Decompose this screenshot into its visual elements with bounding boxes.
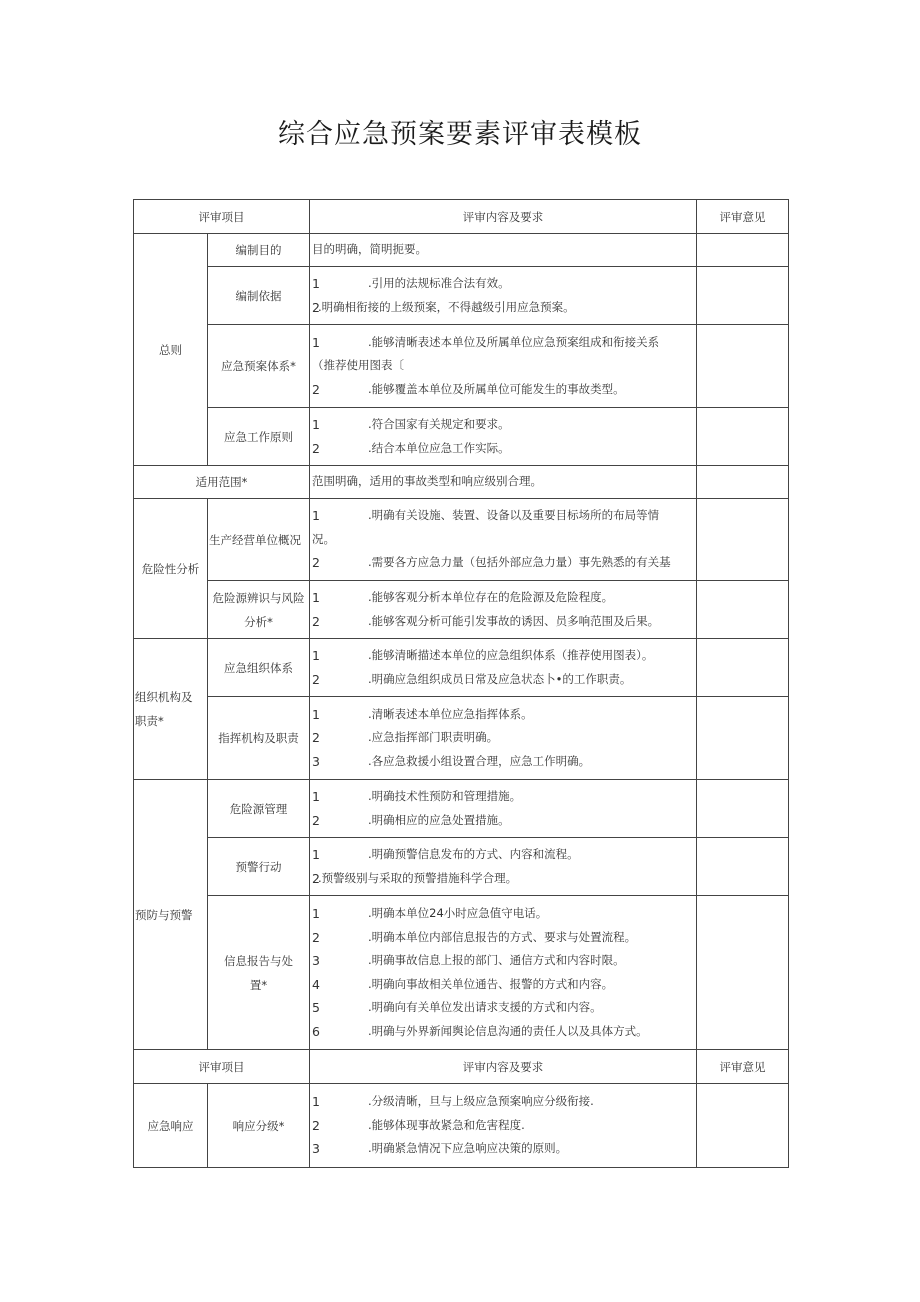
item-text: .能够清晰表述本单位及所属单位应急预案组成和衔接关系 xyxy=(368,334,660,349)
item-number: 2 xyxy=(312,1117,320,1133)
content-cell xyxy=(310,408,697,466)
content-cell xyxy=(310,896,697,1050)
table-row xyxy=(134,697,789,780)
header-item: 评审项目 xyxy=(134,1050,310,1084)
item-number: 2 xyxy=(312,870,320,886)
item-number: 1 xyxy=(312,1094,320,1110)
content-cell xyxy=(310,466,697,499)
item-text: .明确相应的应急处置措施。 xyxy=(368,812,510,827)
category-hazard: 危险性分析 xyxy=(134,499,208,639)
content-cell xyxy=(310,639,697,697)
table-header-row xyxy=(134,200,789,234)
subitem-grading: 响应分级* xyxy=(208,1084,310,1168)
item-text: .能够覆盖本单位及所属单位可能发生的事故类型。 xyxy=(368,381,625,396)
item-number: 5 xyxy=(312,1000,320,1015)
table-row xyxy=(134,466,789,499)
item-number: 1 xyxy=(312,417,320,432)
item-number: 6 xyxy=(312,1023,320,1039)
item-number: 4 xyxy=(312,976,320,992)
opinion-cell[interactable] xyxy=(697,639,789,697)
item-number: 3 xyxy=(312,1141,320,1157)
table-row xyxy=(134,896,789,1050)
table-row xyxy=(134,581,789,639)
review-table xyxy=(133,199,789,1168)
table-row xyxy=(134,267,789,325)
item-number: 2 xyxy=(312,929,320,945)
category-response: 应急响应 xyxy=(134,1084,208,1168)
item-text: .明确向有关单位发出请求支援的方式和内容。 xyxy=(368,1000,602,1014)
subitem-label-line: 信息报告与处 xyxy=(224,953,293,968)
content-cell xyxy=(310,581,697,639)
content-text: 目的明确，简明扼要。 xyxy=(312,242,427,257)
item-number: 1 xyxy=(312,906,320,921)
content-cell xyxy=(310,780,697,838)
item-number: 2 xyxy=(312,613,320,629)
item-text: .明确本单位内部信息报告的方式、要求与处置流程。 xyxy=(368,929,637,944)
item-text: .能够客观分析本单位存在的危险源及危险程度。 xyxy=(368,590,614,604)
opinion-cell[interactable] xyxy=(697,234,789,267)
item-text: .明确与外界新闻舆论信息沟通的责任人以及具体方式。 xyxy=(368,1023,648,1038)
subitem-report xyxy=(208,896,310,1050)
item-text: .明确应急组织成员日常及应急状态卜•的工作职责。 xyxy=(368,671,632,686)
content-cell xyxy=(310,1084,697,1168)
item-text: 况。 xyxy=(312,531,335,546)
subitem-hazard-mgmt: 危险源管理 xyxy=(208,780,310,838)
item-number: 2 xyxy=(312,381,320,397)
item-text: .能够客观分析可能引发事故的诱因、员多响范围及后果。 xyxy=(368,613,660,628)
subitem-command: 指挥机构及职责 xyxy=(208,697,310,780)
category-label-line: 组织机构及 xyxy=(135,690,193,704)
subitem-system: 应急预案体系* xyxy=(208,325,310,408)
subitem-risk xyxy=(208,581,310,639)
item-number: 1 xyxy=(312,789,320,804)
item-text: .能够清晰描述本单位的应急组织体系（推荐使用图表）。 xyxy=(368,648,654,662)
item-text: .明确本单位24小时应急值守电话。 xyxy=(368,906,548,920)
item-text: .应急指挥部门职责明确。 xyxy=(368,730,499,745)
table-row xyxy=(134,234,789,267)
category-org xyxy=(134,639,208,780)
subitem-basis: 编制依据 xyxy=(208,267,310,325)
opinion-cell[interactable] xyxy=(697,499,789,581)
item-text: （推荐使用图表〔 xyxy=(312,358,404,373)
item-text: .结合本单位应急工作实际。 xyxy=(368,440,510,455)
table-row xyxy=(134,499,789,581)
table-row xyxy=(134,1084,789,1168)
item-number: 1 xyxy=(312,648,320,663)
opinion-cell[interactable] xyxy=(697,1084,789,1168)
opinion-cell[interactable] xyxy=(697,780,789,838)
item-text: .明确紧急情况下应急响应决策的原则。 xyxy=(368,1141,568,1156)
item-text: .明确有关设施、装置、设备以及重要目标场所的布局等情 xyxy=(368,508,660,523)
table-row xyxy=(134,639,789,697)
content-cell xyxy=(310,499,697,581)
subitem-principle: 应急工作原则 xyxy=(208,408,310,466)
header-content: 评审内容及要求 xyxy=(310,200,697,234)
header-item: 评审项目 xyxy=(134,200,310,234)
opinion-cell[interactable] xyxy=(697,325,789,408)
table-header-row xyxy=(134,1050,789,1084)
subitem-label-line: 分析* xyxy=(244,614,273,629)
opinion-cell[interactable] xyxy=(697,838,789,896)
item-text: .符合国家有关规定和要求。 xyxy=(368,417,510,431)
subitem-overview: 生产经营单位概况 xyxy=(208,499,310,581)
item-number: 2 xyxy=(312,812,320,828)
item-text: .清晰表述本单位应急指挥体系。 xyxy=(368,706,533,721)
opinion-cell[interactable] xyxy=(697,408,789,466)
content-text: 范围明确，适用的事故类型和响应级别合理。 xyxy=(312,474,542,489)
item-number: 3 xyxy=(312,953,320,968)
table-row xyxy=(134,838,789,896)
table-row xyxy=(134,325,789,408)
category-general: 总则 xyxy=(134,234,208,466)
table-row xyxy=(134,780,789,838)
header-content: 评审内容及要求 xyxy=(310,1050,697,1084)
item-number: 2 xyxy=(312,730,320,746)
category-prevention: 预防与预警 xyxy=(134,780,208,1050)
subitem-org-system: 应急组织体系 xyxy=(208,639,310,697)
item-number: 1 xyxy=(312,276,320,291)
item-number: 1 xyxy=(312,590,320,605)
item-number: 2 xyxy=(312,671,320,687)
item-text: .明确相衔接的上级预案，不得越级引用应急预案。 xyxy=(318,299,575,314)
header-opinion: 评审意见 xyxy=(697,200,789,234)
item-text: .明确向事故相关单位通告、报警的方式和内容。 xyxy=(368,976,614,991)
item-text: .引用的法规标准合法有效。 xyxy=(368,276,510,290)
item-text: .明确预警信息发布的方式、内容和流程。 xyxy=(368,847,579,861)
item-text: .预警级别与采取的预警措施科学合理。 xyxy=(318,870,518,885)
subitem-label-line: 危险源辨识与风险 xyxy=(212,590,305,605)
item-number: 1 xyxy=(312,847,320,862)
content-cell xyxy=(310,234,697,267)
opinion-cell[interactable] xyxy=(697,581,789,639)
item-text: .能够体现事故紧急和危害程度. xyxy=(368,1117,525,1132)
item-number: 3 xyxy=(312,753,320,769)
table-row xyxy=(134,408,789,466)
subitem-warning: 预警行动 xyxy=(208,838,310,896)
opinion-cell[interactable] xyxy=(697,697,789,780)
subitem-label-line: 置* xyxy=(249,977,268,992)
category-scope: 适用范围* xyxy=(134,466,310,499)
content-cell xyxy=(310,325,697,408)
item-text: .明确事故信息上报的部门、通信方式和内容时限。 xyxy=(368,953,625,967)
item-text: .明确技术性预防和管理措施。 xyxy=(368,789,522,803)
opinion-cell[interactable] xyxy=(697,267,789,325)
subitem-purpose: 编制目的 xyxy=(208,234,310,267)
item-number: 1 xyxy=(312,706,320,722)
page-title: 综合应急预案要素评审表模板 xyxy=(278,119,642,150)
item-number: 1 xyxy=(312,508,320,524)
content-cell xyxy=(310,697,697,780)
item-number: 1 xyxy=(312,334,320,350)
opinion-cell[interactable] xyxy=(697,466,789,499)
content-cell xyxy=(310,267,697,325)
content-cell xyxy=(310,838,697,896)
item-text: .需要各方应急力量（包括外部应急力量）事先熟悉的有关基 xyxy=(368,555,671,570)
item-text: .分级清晰，旦与上级应急预案响应分级衔接. xyxy=(368,1094,594,1109)
item-text: .各应急救援小组设置合理，应急工作明确。 xyxy=(368,753,591,768)
item-number: 2 xyxy=(312,440,320,456)
item-number: 2 xyxy=(312,299,320,315)
item-number: 2 xyxy=(312,555,320,571)
header-opinion: 评审意见 xyxy=(697,1050,789,1084)
category-label-line: 职责* xyxy=(135,714,164,728)
opinion-cell[interactable] xyxy=(697,896,789,1050)
